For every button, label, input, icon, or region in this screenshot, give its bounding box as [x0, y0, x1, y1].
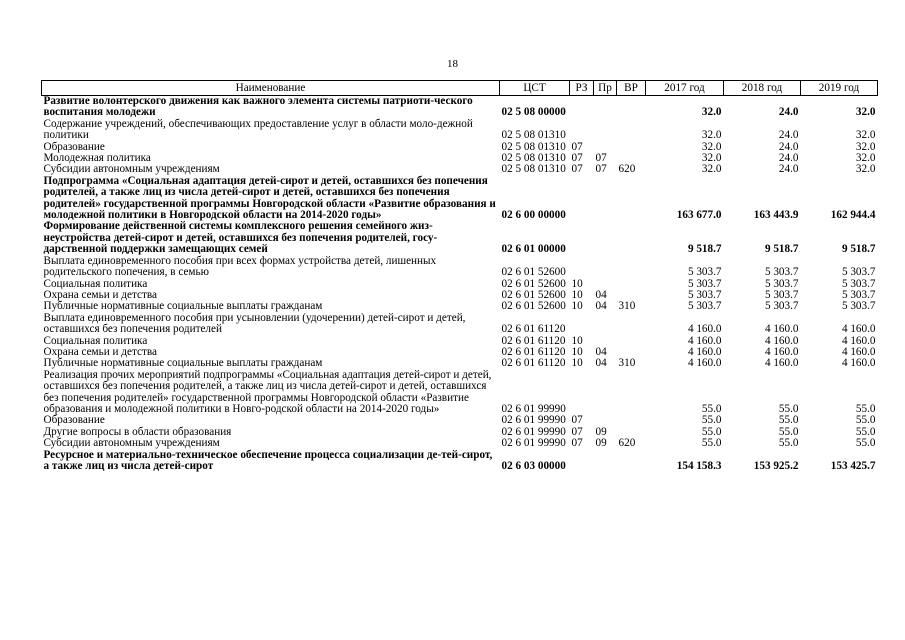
- cell-y2019: 4 160.0: [841, 345, 876, 358]
- cell-y2019: 32.0: [855, 140, 876, 153]
- cell-y2019: 55.0: [855, 414, 876, 427]
- cell-y2017: 55.0: [701, 437, 722, 450]
- header-name: Наименование: [42, 81, 500, 96]
- table-row: [42, 119, 878, 142]
- cell-y2018: 5 303.7: [764, 277, 799, 290]
- cell-name: Охрана семьи и детства: [43, 288, 157, 301]
- cell-y2018: 5 303.7: [764, 288, 799, 301]
- table-row: [42, 438, 878, 449]
- cell-name: Охрана семьи и детства: [43, 345, 157, 358]
- cell-y2019: 5 303.7: [841, 266, 876, 279]
- cell-rz: [570, 119, 594, 142]
- cell-y2018: 55.0: [778, 425, 799, 438]
- cell-rz: 07: [571, 425, 583, 438]
- cell-cst: 02 5 08 01310: [501, 140, 566, 153]
- cell-y2019: 153 425.7: [830, 460, 876, 472]
- header-pr: Пр: [594, 81, 617, 96]
- cell-y2018: 24.0: [778, 129, 799, 142]
- cell-y2018: 55.0: [778, 414, 799, 427]
- cell-vr: [617, 256, 646, 279]
- cell-vr: [617, 450, 646, 473]
- cell-y2019: 5 303.7: [841, 288, 876, 301]
- cell-pr: [594, 450, 617, 473]
- cell-pr: [594, 176, 617, 222]
- table-row: [42, 142, 878, 153]
- cell-vr: 620: [618, 163, 636, 176]
- cell-cst: 02 6 01 61120: [501, 357, 566, 370]
- cell-name: Образование: [43, 414, 105, 427]
- cell-rz: 07: [571, 163, 583, 176]
- cell-y2017: 5 303.7: [687, 266, 722, 279]
- cell-y2019: 32.0: [855, 152, 876, 165]
- cell-y2018: 9 518.7: [764, 243, 799, 256]
- cell-rz: 10: [571, 334, 583, 347]
- cell-y2017: 5 303.7: [687, 300, 722, 313]
- cell-rz: 10: [571, 345, 583, 358]
- cell-vr: [617, 96, 646, 119]
- cell-pr: [594, 313, 617, 336]
- cell-y2019: 4 160.0: [841, 334, 876, 347]
- cell-rz: 10: [571, 288, 583, 301]
- cell-pr: 07: [595, 152, 607, 165]
- cell-vr: [617, 370, 646, 416]
- cell-pr: [594, 256, 617, 279]
- cell-rz: [570, 96, 594, 119]
- cell-y2019: 4 160.0: [841, 323, 876, 336]
- cell-y2018: 4 160.0: [764, 323, 799, 336]
- cell-y2019: 9 518.7: [841, 243, 876, 256]
- cell-y2017: 5 303.7: [687, 277, 722, 290]
- cell-y2018: 24.0: [778, 152, 799, 165]
- cell-name: Развитие волонтерского движения как важного элемента системы патриоти-ческого воспитания молодежи: [43, 95, 473, 119]
- cell-y2017: 32.0: [701, 163, 722, 176]
- cell-vr: [617, 221, 646, 255]
- cell-rz: 07: [571, 414, 583, 427]
- cell-vr: 620: [618, 437, 636, 450]
- cell-rz: 10: [571, 277, 583, 290]
- cell-y2018: 5 303.7: [764, 300, 799, 313]
- cell-rz: [570, 313, 594, 336]
- cell-name: Другие вопросы в области образования: [43, 425, 232, 438]
- cell-y2019: 5 303.7: [841, 277, 876, 290]
- cell-vr: 310: [618, 357, 636, 370]
- cell-name: Содержание учреждений, обеспечивающих предоставление услуг в области моло-дежной политики: [43, 117, 473, 142]
- cell-pr: 07: [595, 163, 607, 176]
- cell-rz: [570, 176, 594, 222]
- header-rz: РЗ: [570, 81, 594, 96]
- cell-pr: [594, 370, 617, 416]
- cell-y2017: 32.0: [701, 129, 722, 142]
- cell-y2017: 32.0: [701, 140, 722, 153]
- table-row: [42, 96, 878, 119]
- cell-rz: 10: [571, 300, 583, 313]
- header-2017: 2017 год: [646, 81, 724, 96]
- budget-table: [41, 80, 878, 472]
- header-2018: 2018 год: [724, 81, 801, 96]
- cell-y2017: 55.0: [701, 425, 722, 438]
- cell-rz: [570, 256, 594, 279]
- cell-y2019: 5 303.7: [841, 300, 876, 313]
- cell-cst: 02 6 01 99990: [501, 437, 566, 450]
- cell-pr: 09: [595, 437, 607, 450]
- table-header-row: [42, 81, 878, 96]
- cell-rz: 07: [571, 140, 583, 153]
- cell-y2019: 4 160.0: [841, 357, 876, 370]
- cell-y2018: 24.0: [778, 140, 799, 153]
- cell-name: Выплата единовременного пособия при всех формах устройства детей, лишенных родительского попечения, в семью: [43, 254, 437, 279]
- cell-name: Формирование действенной системы комплексного решения семейного жиз-неустройства детей-сирот и детей, оставшихся без попечения родителей, госу-дарственной поддержки замещающих семей: [43, 220, 438, 256]
- cell-name: Социальная политика: [43, 277, 148, 290]
- cell-cst: 02 5 08 00000: [501, 106, 566, 119]
- cell-y2019: 32.0: [855, 163, 876, 176]
- cell-name: Выплата единовременного пособия при усыновлении (удочерении) детей-сирот и детей, оставшихся без попечения родителей: [43, 311, 466, 336]
- cell-rz: 07: [571, 152, 583, 165]
- header-cst: ЦСТ: [500, 81, 570, 96]
- header-2019: 2019 год: [801, 81, 878, 96]
- cell-y2018: 5 303.7: [764, 266, 799, 279]
- cell-name: Субсидии автономным учреждениям: [43, 437, 220, 450]
- cell-cst: 02 5 08 01310: [501, 163, 566, 176]
- cell-y2017: 4 160.0: [687, 357, 722, 370]
- header-vr: ВР: [617, 81, 646, 96]
- table-row: [42, 176, 878, 222]
- cell-cst: 02 6 01 99990: [501, 414, 566, 427]
- cell-y2019: 32.0: [855, 106, 876, 119]
- cell-cst: 02 6 01 61120: [501, 334, 566, 347]
- cell-pr: 04: [595, 357, 607, 370]
- cell-y2017: 4 160.0: [687, 345, 722, 358]
- cell-pr: 04: [595, 288, 607, 301]
- cell-y2018: 153 925.2: [753, 460, 799, 472]
- cell-name: Субсидии автономным учреждениям: [43, 163, 220, 176]
- cell-y2017: 163 677.0: [676, 209, 722, 222]
- cell-rz: 07: [571, 437, 583, 450]
- cell-y2018: 55.0: [778, 437, 799, 450]
- cell-y2019: 55.0: [855, 437, 876, 450]
- cell-name: Публичные нормативные социальные выплаты гражданам: [43, 357, 323, 370]
- cell-y2019: 55.0: [855, 425, 876, 438]
- cell-name: Молодежная политика: [43, 152, 151, 165]
- cell-y2018: 24.0: [778, 106, 799, 119]
- cell-vr: [617, 279, 646, 290]
- cell-y2017: 32.0: [701, 106, 722, 119]
- cell-name: Публичные нормативные социальные выплаты гражданам: [43, 300, 323, 313]
- cell-cst: 02 6 01 99990: [501, 402, 566, 415]
- table-row: [42, 336, 878, 347]
- cell-rz: [570, 450, 594, 473]
- cell-cst: 02 6 01 52600: [501, 266, 566, 279]
- cell-vr: [617, 336, 646, 347]
- cell-pr: [594, 119, 617, 142]
- cell-y2017: 32.0: [701, 152, 722, 165]
- cell-y2017: 5 303.7: [687, 288, 722, 301]
- cell-name: Образование: [43, 140, 105, 153]
- cell-cst: 02 5 08 01310: [501, 152, 566, 165]
- cell-vr: [617, 176, 646, 222]
- table-row: [42, 279, 878, 290]
- cell-y2017: 9 518.7: [687, 243, 722, 256]
- cell-pr: 04: [595, 300, 607, 313]
- cell-rz: [570, 370, 594, 416]
- table-row: [42, 221, 878, 255]
- cell-pr: 09: [595, 425, 607, 438]
- cell-name: Социальная политика: [43, 334, 148, 347]
- table-row: [42, 256, 878, 279]
- cell-cst: 02 6 01 61120: [501, 323, 566, 336]
- cell-y2018: 163 443.9: [753, 209, 799, 222]
- cell-name: Ресурсное и материально-техническое обеспечение процесса социализации де-тей-сирот, а также лиц из числа детей-сирот: [43, 448, 493, 472]
- table-row: [42, 313, 878, 336]
- cell-y2019: 32.0: [855, 129, 876, 142]
- cell-cst: 02 6 01 99990: [501, 425, 566, 438]
- cell-y2017: 4 160.0: [687, 334, 722, 347]
- table-row: [42, 370, 878, 416]
- cell-name: Подпрограмма «Социальная адаптация детей-сирот и детей, оставшихся без попечения родителей, а также лиц из числа детей-сирот и детей, оставшихся без попечения родителей» государственной программы Новгородской области «Развитие образования и молодежной политики в Новгородской области на 2014-2020 годы»: [43, 174, 496, 222]
- cell-pr: 04: [595, 345, 607, 358]
- cell-cst: 02 6 01 61120: [501, 345, 566, 358]
- cell-y2019: 55.0: [855, 402, 876, 415]
- page-number: 18: [447, 58, 458, 70]
- cell-y2018: 55.0: [778, 402, 799, 415]
- cell-vr: [617, 415, 646, 426]
- cell-cst: 02 6 01 00000: [501, 243, 566, 256]
- cell-cst: 02 6 00 00000: [501, 209, 566, 222]
- cell-vr: [617, 313, 646, 336]
- cell-y2017: 4 160.0: [687, 323, 722, 336]
- cell-cst: 02 6 03 00000: [501, 460, 566, 472]
- cell-y2017: 55.0: [701, 414, 722, 427]
- table-row: [42, 450, 878, 473]
- cell-y2018: 4 160.0: [764, 357, 799, 370]
- cell-cst: 02 6 01 52600: [501, 300, 566, 313]
- cell-y2017: 55.0: [701, 402, 722, 415]
- cell-vr: 310: [618, 300, 636, 313]
- cell-name: Реализация прочих мероприятий подпрограммы «Социальная адаптация детей-сирот и детей, оставшихся без попечения родителей, а также лиц из числа детей-сирот и детей, оставшихся без попечения родителей» государственной программы Новгородской области «Развитие образования и молодежной политики в Новго-родской области на 2014-2020 годы»: [43, 368, 492, 415]
- cell-vr: [617, 119, 646, 142]
- cell-cst: 02 6 01 52600: [501, 277, 566, 290]
- cell-y2018: 4 160.0: [764, 334, 799, 347]
- cell-pr: [594, 221, 617, 255]
- cell-vr: [617, 142, 646, 153]
- cell-cst: 02 6 01 52600: [501, 288, 566, 301]
- cell-y2018: 24.0: [778, 163, 799, 176]
- cell-rz: 10: [571, 357, 583, 370]
- table-row: [42, 301, 878, 312]
- cell-pr: [594, 96, 617, 119]
- cell-y2017: 154 158.3: [676, 460, 722, 472]
- cell-rz: [570, 221, 594, 255]
- table-body: [42, 96, 878, 473]
- cell-y2019: 162 944.4: [830, 209, 876, 222]
- cell-cst: 02 5 08 01310: [501, 129, 566, 142]
- cell-y2018: 4 160.0: [764, 345, 799, 358]
